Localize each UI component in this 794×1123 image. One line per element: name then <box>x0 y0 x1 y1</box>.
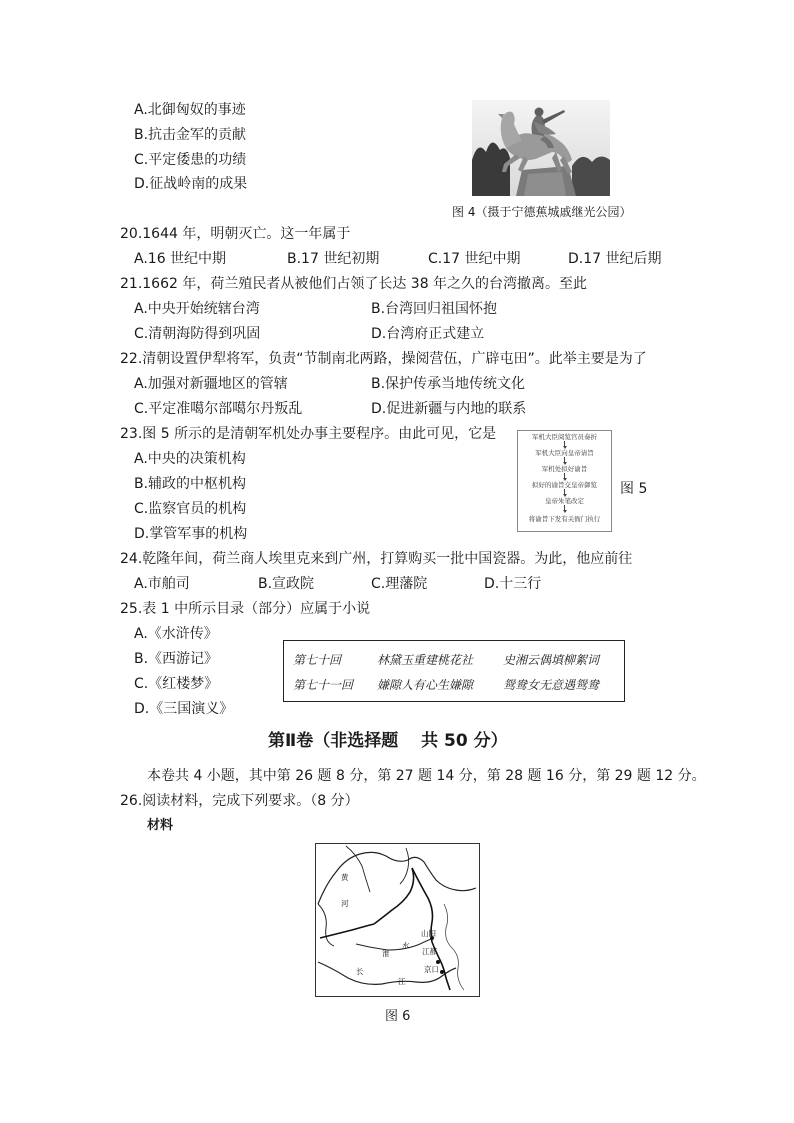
table-1-contents <box>283 640 625 702</box>
q21-stem: 21.1662 年，荷兰殖民者从被他们占领了长达 38 年之久的台湾撤离。至此 <box>120 276 588 292</box>
map-label-jingkou: 京口 <box>424 965 439 974</box>
q19-option-d: D.征战岭南的成果 <box>134 176 248 192</box>
q24-stem: 24.乾隆年间，荷兰商人埃里克来到广州，打算购买一批中国瓷器。为此，他应前往 <box>120 551 633 567</box>
flow-step: 将谕旨下发有关衙门执行 <box>528 515 601 523</box>
chapter-title-first: 嫌隙人有心生嫌隙 <box>377 678 474 692</box>
q24-option-a: A.市舶司 <box>134 576 190 592</box>
map-label-water: 水 <box>402 941 410 950</box>
part-2-intro: 本卷共 4 小题，其中第 26 题 8 分，第 27 题 14 分，第 28 题 16 分，第 29 题 12 分。 <box>147 768 706 784</box>
statue-image <box>472 100 610 196</box>
q20-stem: 20.1644 年，明朝灭亡。这一年属于 <box>120 226 351 242</box>
q22-stem: 22.清朝设置伊犁将军，负责“节制南北两路，操阅营伍，广辟屯田”。此举主要是为了 <box>120 351 647 367</box>
chapter-number: 第七十回 <box>293 653 342 667</box>
q23-option-d: D.掌管军事的机构 <box>134 526 248 542</box>
q24-option-c: C.理藩院 <box>371 576 428 592</box>
q22-option-a: A.加强对新疆地区的管辖 <box>134 376 288 392</box>
q21-option-d: D.台湾府正式建立 <box>371 326 485 342</box>
q20-option-d: D.17 世纪后期 <box>568 251 662 267</box>
q22-option-d: D.促进新疆与内地的联系 <box>371 401 527 417</box>
map-label-huai: 淮 <box>382 949 390 958</box>
q23-stem: 23.图 5 所示的是清朝军机处办事主要程序。由此可见，它是 <box>120 426 497 442</box>
q21-option-c: C.清朝海防得到巩固 <box>134 326 261 342</box>
figure-4-caption: 图 4（摄于宁德蕉城戚继光公园） <box>452 205 632 219</box>
chapter-title-second: 史湘云偶填柳絮词 <box>503 653 600 667</box>
grand-canal-map <box>316 844 479 996</box>
q20-option-a: A.16 世纪中期 <box>134 251 227 267</box>
material-label: 材料 <box>147 818 174 833</box>
q25-option-c: C.《红楼梦》 <box>134 676 219 692</box>
figure-6-caption: 图 6 <box>385 1009 411 1024</box>
q24-option-b: B.宣政院 <box>258 576 315 592</box>
map-label-jiangdu: 江都 <box>422 947 437 956</box>
q22-option-c: C.平定准噶尔部噶尔丹叛乱 <box>134 401 303 417</box>
q20-option-b: B.17 世纪初期 <box>287 251 380 267</box>
map-label-yellow: 黄 <box>341 873 349 882</box>
map-label-river: 河 <box>341 899 349 908</box>
q25-option-b: B.《西游记》 <box>134 651 219 667</box>
q19-option-b: B.抗击金军的贡献 <box>134 127 247 143</box>
chapter-title-second: 鸳鸯女无意遇鸳鸯 <box>503 678 600 692</box>
figure-5-label: 图 5 <box>620 481 648 497</box>
q23-option-c: C.监察官员的机构 <box>134 501 247 517</box>
flow-step: 军机处拟好谕旨 <box>541 465 588 473</box>
q25-option-d: D.《三国演义》 <box>134 701 234 717</box>
q23-option-a: A.中央的决策机构 <box>134 451 246 467</box>
chapter-number: 第七十一回 <box>293 678 354 692</box>
q21-option-a: A.中央开始统辖台湾 <box>134 301 260 317</box>
q19-option-c: C.平定倭患的功绩 <box>134 152 247 168</box>
q23-option-b: B.辅政的中枢机构 <box>134 476 247 492</box>
flow-step: 拟好的谕旨交皇帝御览 <box>532 481 597 489</box>
map-label-chang: 长 <box>356 967 364 976</box>
q26-stem: 26.阅读材料，完成下列要求。（8 分） <box>120 793 359 809</box>
q25-option-a: A.《水浒传》 <box>134 626 218 642</box>
q22-option-b: B.保护传承当地传统文化 <box>371 376 526 392</box>
figure-4-statue-photo <box>472 100 610 196</box>
flow-step: 军机大臣向皇帝请旨 <box>535 449 594 457</box>
flow-step: 皇帝朱笔改定 <box>545 497 584 505</box>
q21-option-b: B.台湾回归祖国怀抱 <box>371 301 498 317</box>
q19-option-a: A.北御匈奴的事迹 <box>134 102 246 118</box>
part-2-title: 第Ⅱ卷（非选择题 共 50 分） <box>268 731 508 751</box>
chapter-title-first: 林黛玉重建桃花社 <box>377 653 474 667</box>
q24-option-d: D.十三行 <box>484 576 542 592</box>
figure-5-flowchart <box>517 430 612 532</box>
flow-step: 军机大臣阅览官员奏折 <box>532 433 597 441</box>
figure-6-map <box>315 843 480 997</box>
q20-option-c: C.17 世纪中期 <box>428 251 521 267</box>
flow-arrow-icon <box>563 510 567 513</box>
q25-stem: 25.表 1 中所示目录（部分）应属于小说 <box>120 601 371 617</box>
map-label-shanyang: 山阳 <box>421 929 436 938</box>
map-label-jiang: 江 <box>398 977 406 986</box>
